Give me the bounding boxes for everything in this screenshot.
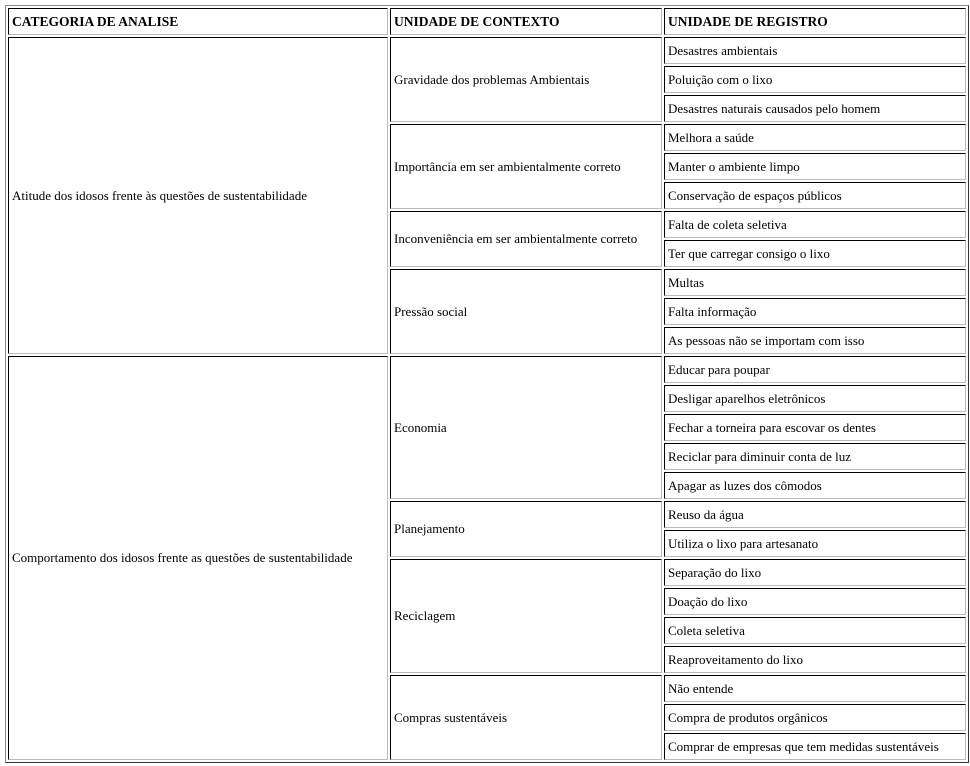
table-row xyxy=(8,356,966,383)
record-cell: Reuso da água xyxy=(664,501,966,528)
context-cell: Reciclagem xyxy=(390,559,662,673)
record-cell: Doação do lixo xyxy=(664,588,966,615)
header-categoria: CATEGORIA DE ANALISE xyxy=(8,8,388,35)
context-cell: Compras sustentáveis xyxy=(390,675,662,760)
header-row xyxy=(8,8,966,35)
record-cell: Separação do lixo xyxy=(664,559,966,586)
record-cell: Falta de coleta seletiva xyxy=(664,211,966,238)
context-cell: Planejamento xyxy=(390,501,662,557)
record-cell: Fechar a torneira para escovar os dentes xyxy=(664,414,966,441)
table-body xyxy=(8,37,966,760)
record-cell: Manter o ambiente limpo xyxy=(664,153,966,180)
context-cell: Gravidade dos problemas Ambientais xyxy=(390,37,662,122)
record-cell: Reciclar para diminuir conta de luz xyxy=(664,443,966,470)
context-cell: Pressão social xyxy=(390,269,662,354)
analysis-table xyxy=(5,5,969,763)
record-cell: As pessoas não se importam com isso xyxy=(664,327,966,354)
context-cell: Inconveniência em ser ambientalmente correto xyxy=(390,211,662,267)
record-cell: Comprar de empresas que tem medidas sustentáveis xyxy=(664,733,966,760)
record-cell: Compra de produtos orgânicos xyxy=(664,704,966,731)
record-cell: Poluição com o lixo xyxy=(664,66,966,93)
context-cell: Importância em ser ambientalmente correto xyxy=(390,124,662,209)
record-cell: Melhora a saúde xyxy=(664,124,966,151)
table-row xyxy=(8,37,966,64)
record-cell: Desastres naturais causados pelo homem xyxy=(664,95,966,122)
context-cell: Economia xyxy=(390,356,662,499)
record-cell: Multas xyxy=(664,269,966,296)
record-cell: Apagar as luzes dos cômodos xyxy=(664,472,966,499)
record-cell: Não entende xyxy=(664,675,966,702)
category-cell: Atitude dos idosos frente às questões de sustentabilidade xyxy=(8,37,388,354)
record-cell: Ter que carregar consigo o lixo xyxy=(664,240,966,267)
record-cell: Falta informação xyxy=(664,298,966,325)
record-cell: Reaproveitamento do lixo xyxy=(664,646,966,673)
record-cell: Utiliza o lixo para artesanato xyxy=(664,530,966,557)
category-cell: Comportamento dos idosos frente as questões de sustentabilidade xyxy=(8,356,388,760)
header-contexto: UNIDADE DE CONTEXTO xyxy=(390,8,662,35)
record-cell: Educar para poupar xyxy=(664,356,966,383)
record-cell: Desligar aparelhos eletrônicos xyxy=(664,385,966,412)
record-cell: Coleta seletiva xyxy=(664,617,966,644)
header-registro: UNIDADE DE REGISTRO xyxy=(664,8,966,35)
record-cell: Conservação de espaços públicos xyxy=(664,182,966,209)
record-cell: Desastres ambientais xyxy=(664,37,966,64)
